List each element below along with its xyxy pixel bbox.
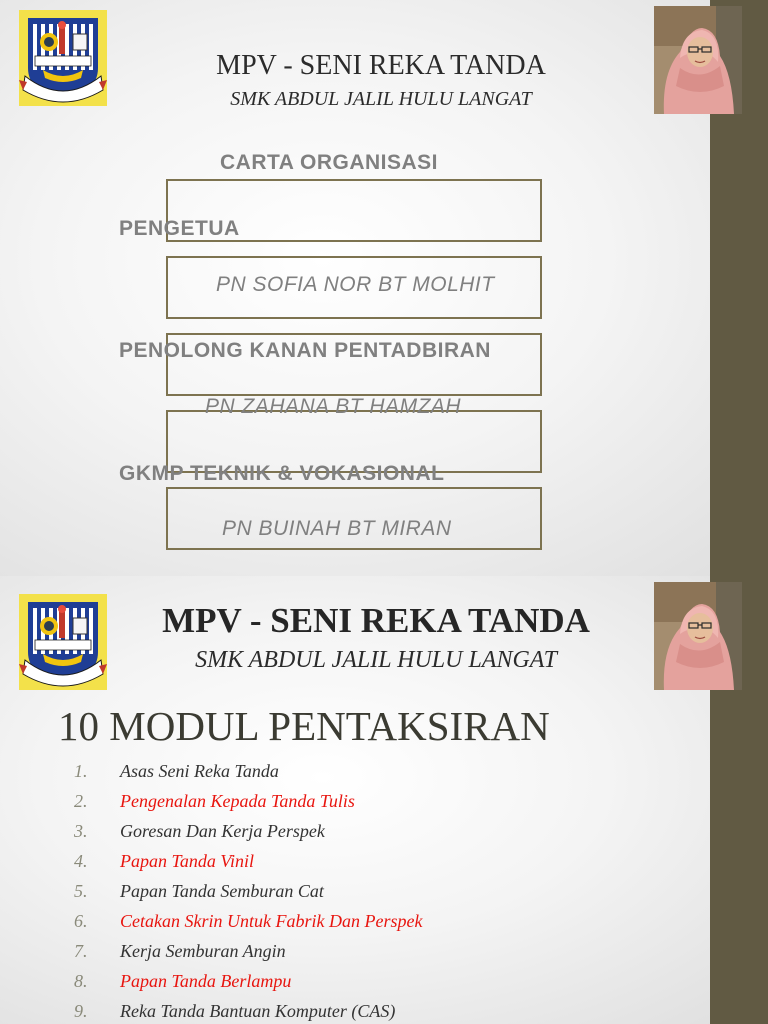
list-item: 4. Papan Tanda Vinil: [74, 851, 255, 871]
list-item: 9. Reka Tanda Bantuan Komputer (CAS): [74, 1001, 396, 1021]
slide-title: MPV - SENI REKA TANDA: [216, 50, 546, 81]
role-name-pengetua: PN SOFIA NOR BT MOLHIT: [216, 273, 495, 296]
slide-title: MPV - SENI REKA TANDA: [162, 601, 590, 640]
slide-subtitle: SMK ABDUL JALIL HULU LANGAT: [230, 88, 532, 110]
list-item: 8. Papan Tanda Berlampu: [74, 971, 292, 991]
list-item: 7. Kerja Semburan Angin: [74, 941, 286, 961]
modules-heading: 10 MODUL PENTAKSIRAN: [58, 703, 550, 749]
list-item: 1. Asas Seni Reka Tanda: [74, 761, 279, 781]
role-name-penolong: PN ZAHANA BT HAMZAH: [205, 395, 462, 418]
chart-heading: CARTA ORGANISASI: [220, 151, 438, 174]
list-item: 6. Cetakan Skrin Untuk Fabrik Dan Perspek: [74, 911, 423, 931]
role-title-pengetua: PENGETUA: [119, 217, 240, 240]
list-item: 3. Goresan Dan Kerja Perspek: [74, 821, 325, 841]
modules-slide: [0, 576, 768, 1024]
role-title-penolong: PENOLONG KANAN PENTADBIRAN: [119, 339, 491, 362]
modules-list: [74, 761, 422, 1024]
list-item: 2. Pengenalan Kepada Tanda Tulis: [74, 791, 355, 811]
slide-subtitle: SMK ABDUL JALIL HULU LANGAT: [195, 647, 557, 673]
role-name-gkmp: PN BUINAH BT MIRAN: [222, 517, 452, 540]
list-item: 5. Papan Tanda Semburan Cat: [74, 881, 324, 901]
role-title-gkmp: GKMP TEKNIK & VOKASIONAL: [119, 462, 445, 485]
